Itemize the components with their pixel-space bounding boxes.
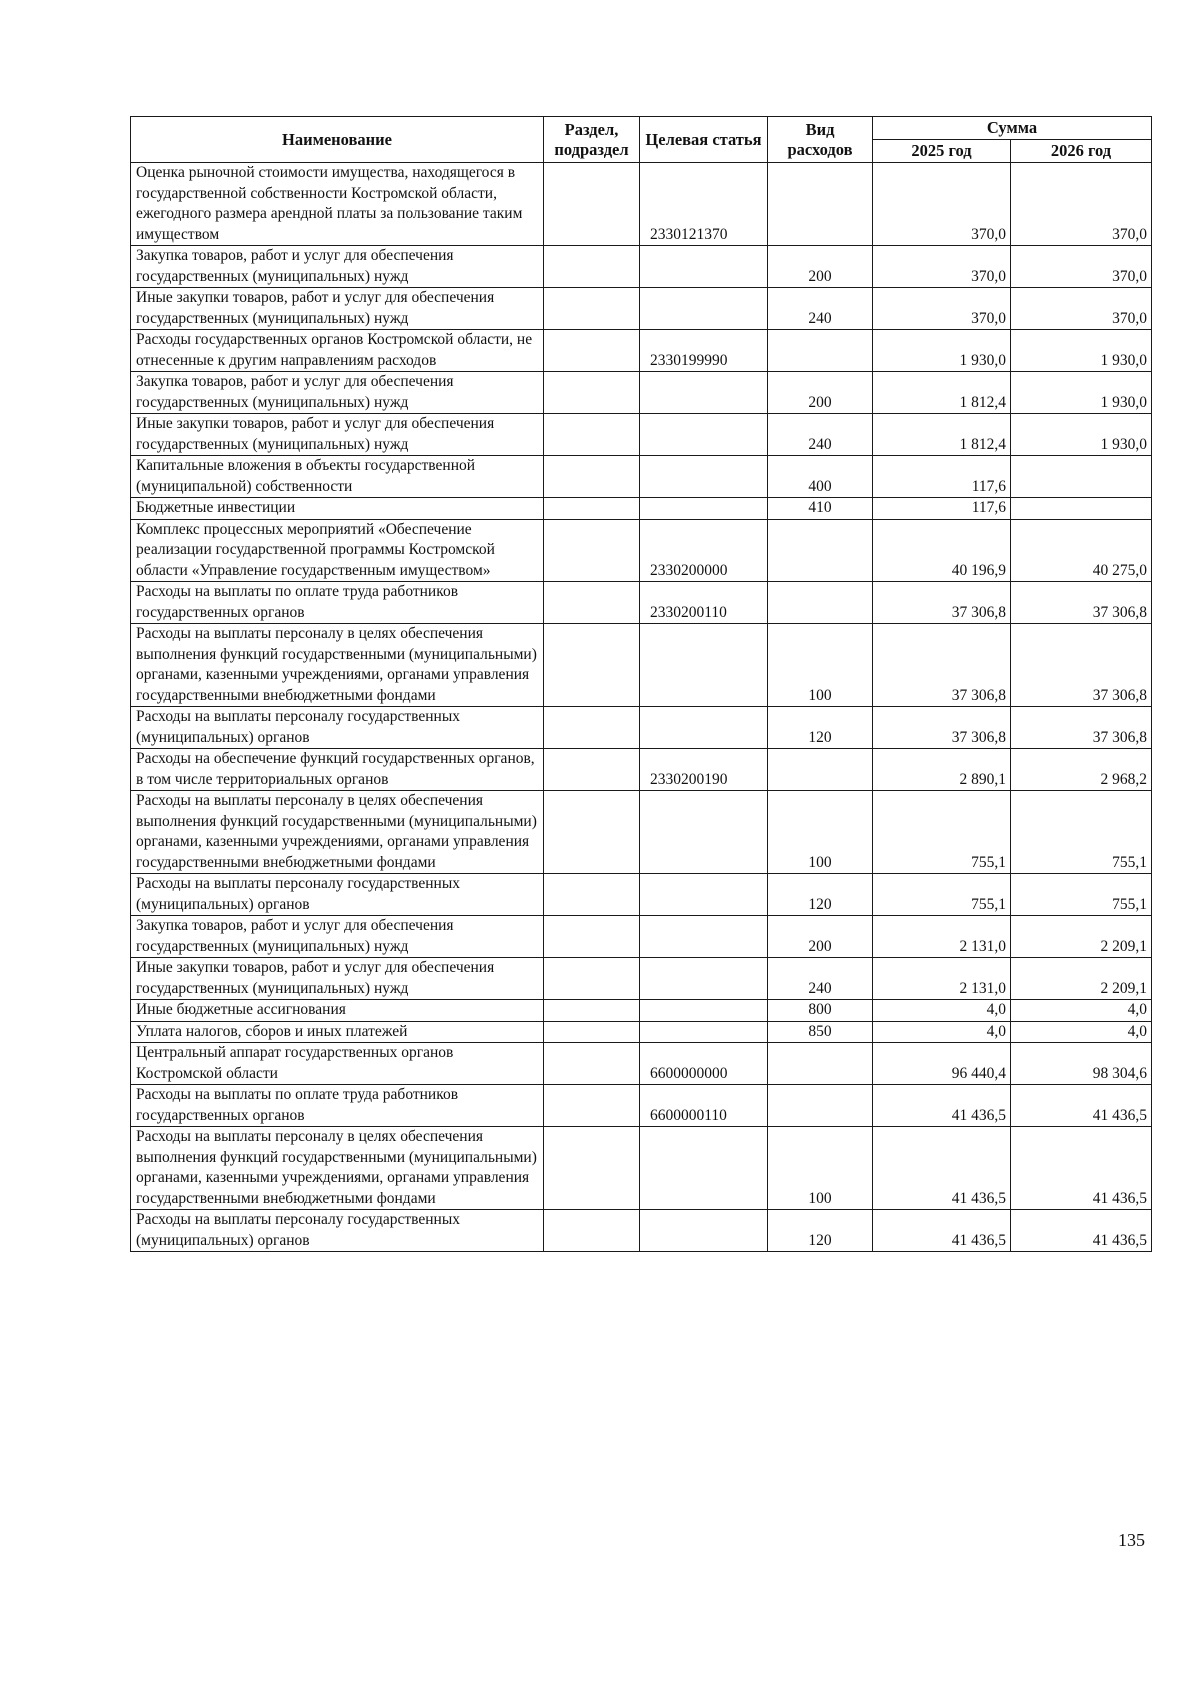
cell-2025: 755,1 — [873, 791, 1011, 874]
cell-target — [640, 874, 768, 916]
cell-2026: 2 968,2 — [1011, 749, 1152, 791]
header-sum: Сумма — [873, 117, 1152, 140]
cell-kind — [768, 1043, 873, 1085]
cell-name: Расходы на выплаты персоналу государственных (муниципальных) органов — [131, 1210, 544, 1252]
cell-kind — [768, 582, 873, 624]
cell-target: 2330121370 — [640, 163, 768, 246]
cell-target — [640, 372, 768, 414]
cell-2025: 370,0 — [873, 246, 1011, 288]
cell-section — [544, 1021, 640, 1043]
cell-target — [640, 456, 768, 498]
table-row — [131, 916, 1152, 958]
cell-2025: 2 131,0 — [873, 958, 1011, 1000]
cell-name: Расходы на выплаты по оплате труда работников государственных органов — [131, 582, 544, 624]
cell-name: Бюджетные инвестиции — [131, 498, 544, 520]
cell-2026: 1 930,0 — [1011, 330, 1152, 372]
cell-name: Капитальные вложения в объекты государственной (муниципальной) собственности — [131, 456, 544, 498]
cell-2025: 41 436,5 — [873, 1085, 1011, 1127]
header-target: Целевая статья — [640, 117, 768, 163]
table-body — [131, 163, 1152, 1252]
cell-name: Расходы на выплаты персоналу в целях обеспечения выполнения функций государственными (муниципальными) органами, казенными учреждениями, органами управления государственными внебюджетными фондами — [131, 1127, 544, 1210]
table-header — [131, 117, 1152, 163]
cell-name: Иные закупки товаров, работ и услуг для обеспечения государственных (муниципальных) нужд — [131, 414, 544, 456]
cell-2026: 2 209,1 — [1011, 958, 1152, 1000]
cell-name: Закупка товаров, работ и услуг для обеспечения государственных (муниципальных) нужд — [131, 916, 544, 958]
cell-2025: 370,0 — [873, 163, 1011, 246]
cell-2025: 117,6 — [873, 498, 1011, 520]
cell-section — [544, 414, 640, 456]
cell-name: Закупка товаров, работ и услуг для обеспечения государственных (муниципальных) нужд — [131, 372, 544, 414]
cell-target: 2330200110 — [640, 582, 768, 624]
header-year-2025: 2025 год — [873, 140, 1011, 163]
cell-name: Расходы на выплаты персоналу государственных (муниципальных) органов — [131, 707, 544, 749]
table-row — [131, 414, 1152, 456]
cell-2026: 755,1 — [1011, 874, 1152, 916]
cell-section — [544, 958, 640, 1000]
table-row — [131, 958, 1152, 1000]
table-row — [131, 1210, 1152, 1252]
cell-kind — [768, 163, 873, 246]
cell-target — [640, 414, 768, 456]
cell-name: Уплата налогов, сборов и иных платежей — [131, 1021, 544, 1043]
cell-2025: 2 890,1 — [873, 749, 1011, 791]
cell-2026: 4,0 — [1011, 1021, 1152, 1043]
cell-target — [640, 624, 768, 707]
budget-table — [130, 116, 1152, 1252]
cell-2025: 4,0 — [873, 1000, 1011, 1022]
cell-section — [544, 1210, 640, 1252]
cell-section — [544, 1127, 640, 1210]
cell-2026: 37 306,8 — [1011, 624, 1152, 707]
table-row — [131, 582, 1152, 624]
cell-2025: 2 131,0 — [873, 916, 1011, 958]
cell-name: Оценка рыночной стоимости имущества, находящегося в государственной собственности Костромской области, ежегодного размера арендной платы за пользование таким имуществом — [131, 163, 544, 246]
cell-target: 2330200000 — [640, 519, 768, 582]
cell-2026: 755,1 — [1011, 791, 1152, 874]
cell-section — [544, 1000, 640, 1022]
cell-kind: 100 — [768, 1127, 873, 1210]
cell-kind — [768, 519, 873, 582]
cell-2025: 1 812,4 — [873, 372, 1011, 414]
table-row — [131, 498, 1152, 520]
cell-section — [544, 246, 640, 288]
cell-target — [640, 791, 768, 874]
cell-kind: 100 — [768, 624, 873, 707]
cell-kind — [768, 749, 873, 791]
table-row — [131, 1021, 1152, 1043]
cell-2026: 41 436,5 — [1011, 1127, 1152, 1210]
cell-2025: 1 812,4 — [873, 414, 1011, 456]
page-number: 135 — [1118, 1530, 1145, 1550]
cell-2026: 2 209,1 — [1011, 916, 1152, 958]
cell-2025: 37 306,8 — [873, 624, 1011, 707]
cell-2025: 37 306,8 — [873, 582, 1011, 624]
table-row — [131, 163, 1152, 246]
cell-2025: 370,0 — [873, 288, 1011, 330]
cell-2026: 1 930,0 — [1011, 414, 1152, 456]
cell-2025: 41 436,5 — [873, 1127, 1011, 1210]
cell-section — [544, 749, 640, 791]
cell-kind: 200 — [768, 916, 873, 958]
cell-2026: 37 306,8 — [1011, 582, 1152, 624]
cell-name: Расходы на выплаты по оплате труда работников государственных органов — [131, 1085, 544, 1127]
table-row — [131, 749, 1152, 791]
cell-section — [544, 582, 640, 624]
cell-2025: 40 196,9 — [873, 519, 1011, 582]
table-row — [131, 246, 1152, 288]
cell-section — [544, 624, 640, 707]
cell-target: 2330199990 — [640, 330, 768, 372]
cell-2026: 370,0 — [1011, 288, 1152, 330]
cell-name: Иные закупки товаров, работ и услуг для обеспечения государственных (муниципальных) нужд — [131, 288, 544, 330]
cell-target — [640, 1000, 768, 1022]
table-row — [131, 624, 1152, 707]
table-row — [131, 330, 1152, 372]
cell-target — [640, 246, 768, 288]
cell-section — [544, 163, 640, 246]
cell-name: Центральный аппарат государственных органов Костромской области — [131, 1043, 544, 1085]
cell-2025: 1 930,0 — [873, 330, 1011, 372]
header-year-2026: 2026 год — [1011, 140, 1152, 163]
cell-target — [640, 1127, 768, 1210]
cell-kind: 850 — [768, 1021, 873, 1043]
table-row — [131, 372, 1152, 414]
cell-2026: 98 304,6 — [1011, 1043, 1152, 1085]
cell-2026 — [1011, 456, 1152, 498]
cell-target — [640, 1210, 768, 1252]
cell-section — [544, 874, 640, 916]
header-name: Наименование — [131, 117, 544, 163]
table-row — [131, 1127, 1152, 1210]
cell-target: 6600000000 — [640, 1043, 768, 1085]
cell-kind — [768, 1085, 873, 1127]
table-row — [131, 1085, 1152, 1127]
cell-2026: 4,0 — [1011, 1000, 1152, 1022]
cell-section — [544, 519, 640, 582]
cell-name: Иные закупки товаров, работ и услуг для обеспечения государственных (муниципальных) нужд — [131, 958, 544, 1000]
table-row — [131, 707, 1152, 749]
cell-2026: 37 306,8 — [1011, 707, 1152, 749]
cell-target — [640, 1021, 768, 1043]
cell-kind: 200 — [768, 246, 873, 288]
cell-kind: 240 — [768, 958, 873, 1000]
cell-2025: 41 436,5 — [873, 1210, 1011, 1252]
cell-section — [544, 456, 640, 498]
cell-section — [544, 288, 640, 330]
cell-kind: 120 — [768, 707, 873, 749]
cell-2025: 117,6 — [873, 456, 1011, 498]
cell-target — [640, 916, 768, 958]
cell-2025: 96 440,4 — [873, 1043, 1011, 1085]
cell-2026: 40 275,0 — [1011, 519, 1152, 582]
cell-section — [544, 916, 640, 958]
cell-2025: 37 306,8 — [873, 707, 1011, 749]
table-row — [131, 791, 1152, 874]
cell-target: 2330200190 — [640, 749, 768, 791]
cell-section — [544, 372, 640, 414]
cell-section — [544, 1085, 640, 1127]
cell-target — [640, 498, 768, 520]
table-row — [131, 1000, 1152, 1022]
cell-kind: 800 — [768, 1000, 873, 1022]
header-kind: Вид расходов — [768, 117, 873, 163]
cell-name: Расходы на выплаты персоналу в целях обеспечения выполнения функций государственными (муниципальными) органами, казенными учреждениями, органами управления государственными внебюджетными фондами — [131, 624, 544, 707]
cell-name: Расходы на обеспечение функций государственных органов, в том числе территориальных органов — [131, 749, 544, 791]
cell-kind: 200 — [768, 372, 873, 414]
cell-kind: 240 — [768, 414, 873, 456]
cell-target: 6600000110 — [640, 1085, 768, 1127]
table-row — [131, 519, 1152, 582]
cell-name: Расходы на выплаты персоналу государственных (муниципальных) органов — [131, 874, 544, 916]
cell-2026: 1 930,0 — [1011, 372, 1152, 414]
cell-2026: 370,0 — [1011, 163, 1152, 246]
cell-section — [544, 498, 640, 520]
cell-target — [640, 288, 768, 330]
cell-name: Расходы на выплаты персоналу в целях обеспечения выполнения функций государственными (муниципальными) органами, казенными учреждениями, органами управления государственными внебюджетными фондами — [131, 791, 544, 874]
cell-kind: 120 — [768, 874, 873, 916]
cell-2026: 370,0 — [1011, 246, 1152, 288]
cell-kind: 410 — [768, 498, 873, 520]
table-row — [131, 874, 1152, 916]
cell-kind: 240 — [768, 288, 873, 330]
cell-target — [640, 958, 768, 1000]
cell-name: Иные бюджетные ассигнования — [131, 1000, 544, 1022]
cell-section — [544, 1043, 640, 1085]
cell-kind: 400 — [768, 456, 873, 498]
cell-2026: 41 436,5 — [1011, 1085, 1152, 1127]
table-row — [131, 288, 1152, 330]
cell-section — [544, 330, 640, 372]
header-section: Раздел, подраздел — [544, 117, 640, 163]
cell-kind — [768, 330, 873, 372]
cell-target — [640, 707, 768, 749]
table-row — [131, 1043, 1152, 1085]
cell-section — [544, 791, 640, 874]
cell-2025: 4,0 — [873, 1021, 1011, 1043]
cell-kind: 100 — [768, 791, 873, 874]
cell-section — [544, 707, 640, 749]
cell-name: Закупка товаров, работ и услуг для обеспечения государственных (муниципальных) нужд — [131, 246, 544, 288]
cell-name: Расходы государственных органов Костромской области, не отнесенные к другим направлениям расходов — [131, 330, 544, 372]
cell-2026: 41 436,5 — [1011, 1210, 1152, 1252]
cell-2025: 755,1 — [873, 874, 1011, 916]
table-row — [131, 456, 1152, 498]
cell-kind: 120 — [768, 1210, 873, 1252]
cell-2026 — [1011, 498, 1152, 520]
cell-name: Комплекс процессных мероприятий «Обеспечение реализации государственной программы Костромской области «Управление государственным имуществом» — [131, 519, 544, 582]
